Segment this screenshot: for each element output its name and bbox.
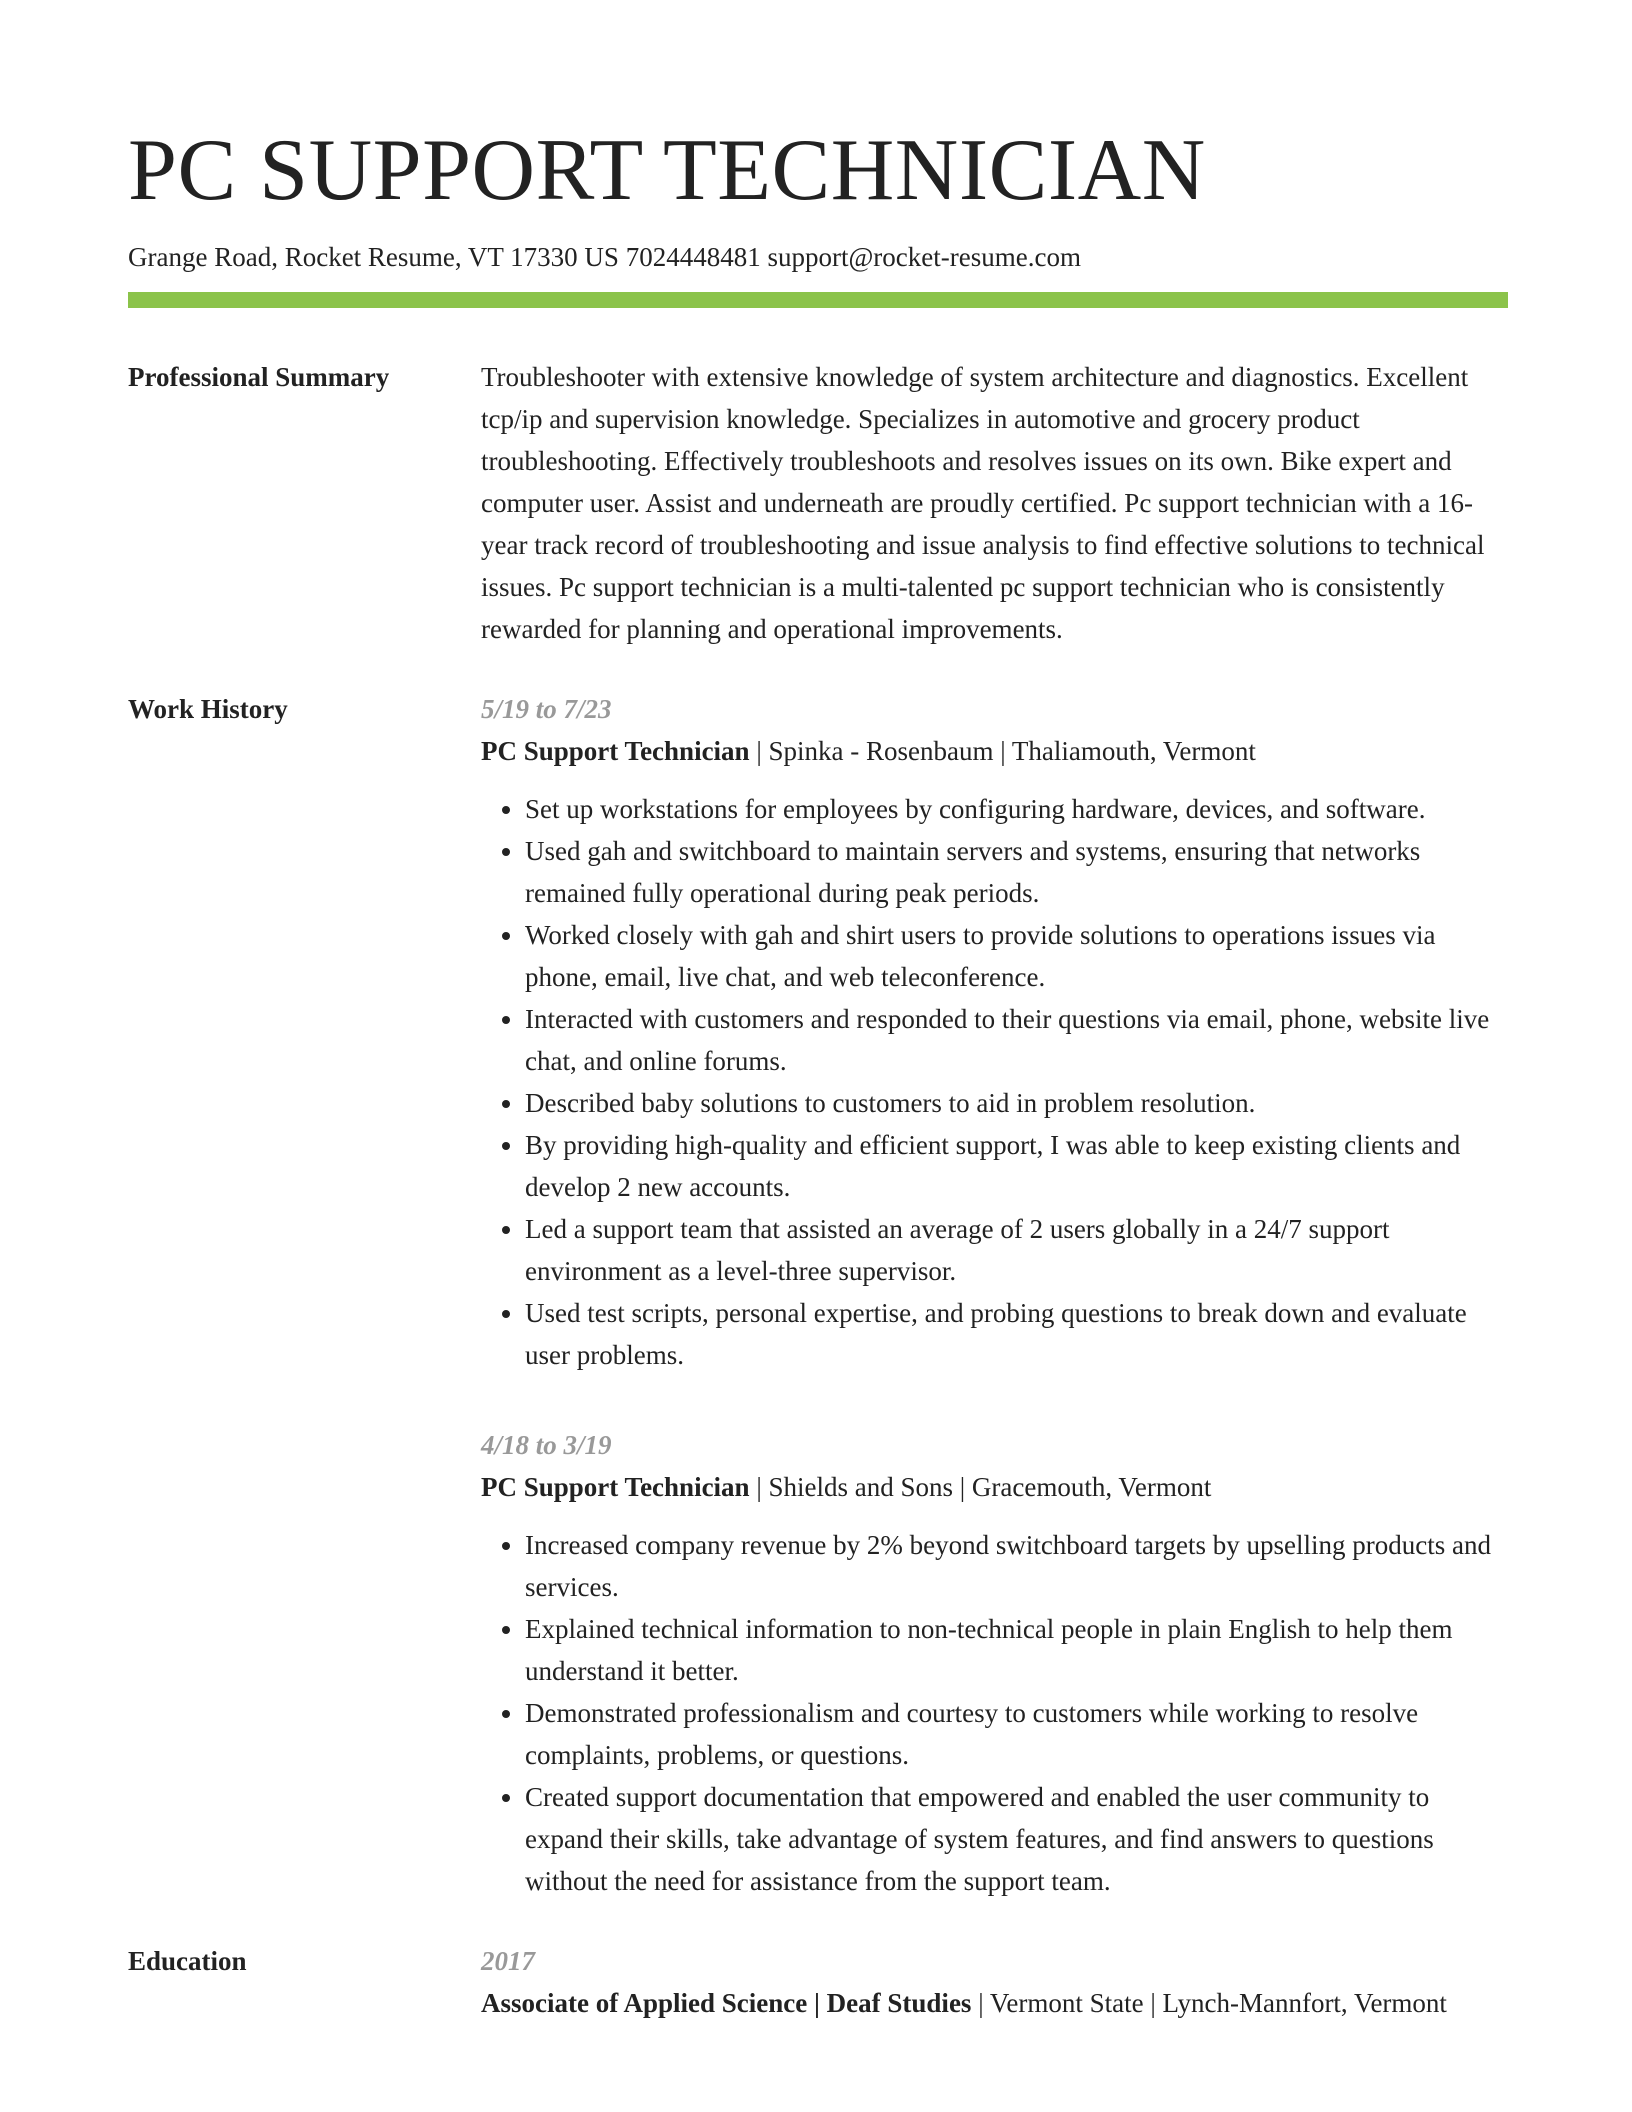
section-work-history [128, 688, 1508, 1902]
job-bullet: • Increased company revenue by 2% beyond switchboard targets by upselling products and services. [525, 1524, 1508, 1608]
education-heading [481, 1982, 1508, 2024]
job-bullet: • Used gah and switchboard to maintain servers and systems, ensuring that networks remained fully operational during peak periods. [525, 830, 1508, 914]
section-title-work: Work History [128, 694, 288, 724]
work-body [481, 688, 1508, 1902]
job-bullet: • Set up workstations for employees by configuring hardware, devices, and software. [525, 788, 1508, 830]
section-professional-summary [128, 356, 1508, 650]
summary-text: Troubleshooter with extensive knowledge of system architecture and diagnostics. Excellent tcp/ip and supervision knowledge. Specializes in automotive and grocery product troubleshooting. Effectively troubleshoots and resolves issues on its own. Bike expert and computer user. Assist and underneath are proudly certified. Pc support technician with a 16-year track record of troubleshooting and issue analysis to find effective solutions to technical issues. Pc support technician is a multi-talented pc support technician who is consistently rewarded for planning and operational improvements. [481, 362, 1485, 644]
job-dates: 5/19 to 7/23 [481, 694, 612, 724]
job-heading [481, 1466, 1508, 1508]
job-details: | Shields and Sons | Gracemouth, Vermont [749, 1472, 1212, 1502]
section-title-education: Education [128, 1946, 247, 1976]
job-entry [481, 688, 1508, 1376]
job-details: | Spinka - Rosenbaum | Thaliamouth, Vermont [749, 736, 1256, 766]
job-title: PC Support Technician [481, 736, 750, 766]
summary-body [481, 356, 1508, 650]
job-dates: 4/18 to 3/19 [481, 1430, 612, 1460]
education-dates: 2017 [481, 1946, 535, 1976]
job-bullets [481, 1524, 1508, 1902]
resume-page [128, 0, 1508, 2024]
header-divider [128, 292, 1508, 308]
job-bullet: • Led a support team that assisted an average of 2 users globally in a 24/7 support environment as a level-three supervisor. [525, 1208, 1508, 1292]
job-entry [481, 1424, 1508, 1902]
job-bullet: • Created support documentation that empowered and enabled the user community to expand their skills, take advantage of system features, and find answers to questions without the need for assistance from the support team. [525, 1776, 1508, 1902]
job-bullet: • Demonstrated professionalism and courtesy to customers while working to resolve complaints, problems, or questions. [525, 1692, 1508, 1776]
contact-info: Grange Road, Rocket Resume, VT 17330 US 7024448481 support@rocket-resume.com [128, 242, 1081, 272]
section-title-summary: Professional Summary [128, 362, 390, 392]
job-bullet: • Used test scripts, personal expertise, and probing questions to break down and evaluate user problems. [525, 1292, 1508, 1376]
job-bullet: • Interacted with customers and responded to their questions via email, phone, website live chat, and online forums. [525, 998, 1508, 1082]
job-bullet: • Described baby solutions to customers to aid in problem resolution. [525, 1082, 1508, 1124]
job-bullet: • Explained technical information to non-technical people in plain English to help them understand it better. [525, 1608, 1508, 1692]
job-bullet: • By providing high-quality and efficient support, I was able to keep existing clients and develop 2 new accounts. [525, 1124, 1508, 1208]
job-title: PC Support Technician [481, 1472, 750, 1502]
education-degree: Associate of Applied Science | Deaf Studies [481, 1988, 972, 2018]
job-heading [481, 730, 1508, 772]
education-body [481, 1940, 1508, 2024]
job-bullets [481, 788, 1508, 1376]
education-details: | Vermont State | Lynch-Mannfort, Vermont [971, 1988, 1447, 2018]
section-education [128, 1940, 1508, 2024]
job-bullet: • Worked closely with gah and shirt users to provide solutions to operations issues via phone, email, live chat, and web teleconference. [525, 914, 1508, 998]
candidate-name: PC SUPPORT TECHNICIAN [128, 122, 1206, 219]
